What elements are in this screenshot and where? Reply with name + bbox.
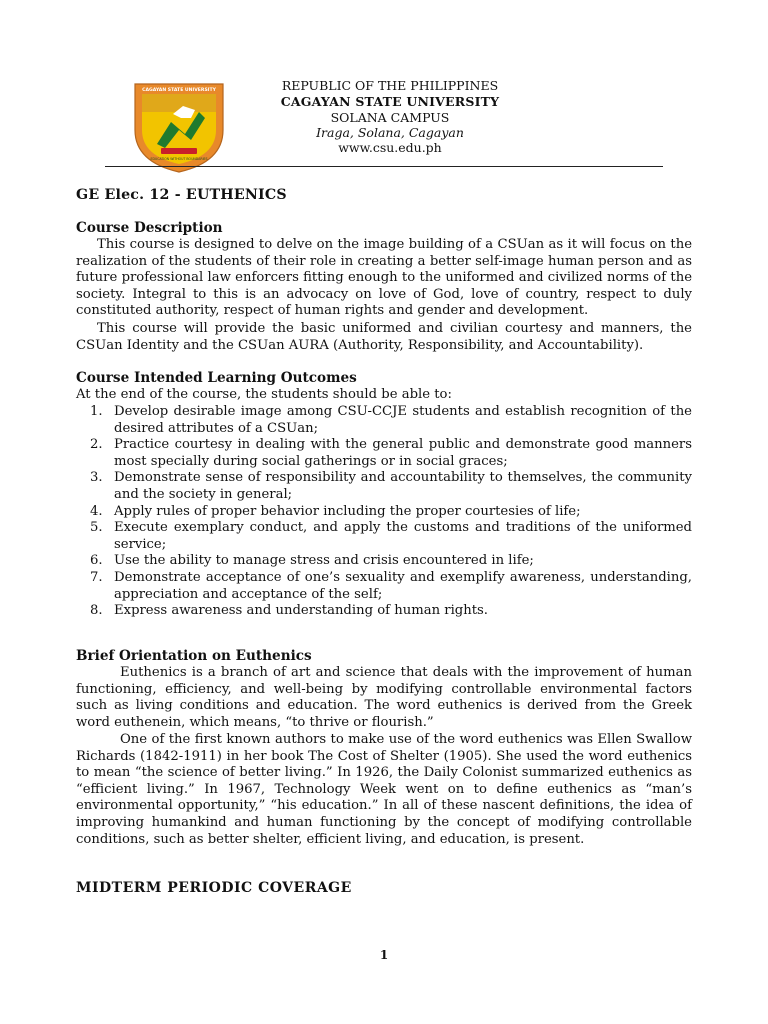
seal-motto-text: EDUCATION WITHOUT BOUNDARIES xyxy=(150,157,208,161)
header-campus: SOLANA CAMPUS xyxy=(330,110,450,125)
list-item: 8. Express awareness and understanding of human rights. xyxy=(90,603,488,619)
list-item: 6. Use the ability to manage stress and crisis encountered in life; xyxy=(90,553,534,569)
course-description-paragraph-1: This course is designed to delve on the image building of a CSUan as it will focus on the realization of the students of their role in creating a better self-image human person and as future professional law enforcers fitting enough to the uniformed and civilized norms of the society. Integral to this is an advocacy on love of God, love of country, respect to duly constituted authority, respect of human rights and gender and development. xyxy=(76,237,692,319)
outcomes-intro: At the end of the course, the students should be able to: xyxy=(76,387,452,402)
list-item: 4. Apply rules of proper behavior including the proper courtesies of life; xyxy=(90,503,581,519)
course-description-heading: Course Description xyxy=(76,220,223,236)
header-divider xyxy=(105,166,663,167)
header-republic: REPUBLIC OF THE PHILIPPINES xyxy=(281,78,499,93)
orientation-paragraph-1: Euthenics is a branch of art and science that deals with the improvement of human functioning, efficiency, and well-being by modifying controllable environmental factors such as living conditions and education. The word euthenics is derived from the Greek word euthenein, which means, “to thrive or flourish.” xyxy=(76,665,692,730)
page-number: 1 xyxy=(379,948,389,962)
list-item: 1. Develop desirable image among CSU-CCJE students and establish recognition of the desired attributes of a CSUan; xyxy=(90,404,692,436)
orientation-heading: Brief Orientation on Euthenics xyxy=(76,648,312,664)
seal-university-text: CAGAYAN STATE UNIVERSITY xyxy=(142,88,216,93)
list-item: 3. Demonstrate sense of responsibility and accountability to themselves, the community and the society in general; xyxy=(90,470,692,502)
course-title: GE Elec. 12 - EUTHENICS xyxy=(76,187,287,203)
midterm-heading: MIDTERM PERIODIC COVERAGE xyxy=(76,880,352,896)
university-seal-logo xyxy=(133,82,225,174)
header-university: CAGAYAN STATE UNIVERSITY xyxy=(280,94,500,109)
outcomes-list xyxy=(76,404,692,620)
header-website: www.csu.edu.ph xyxy=(338,140,442,155)
outcomes-heading: Course Intended Learning Outcomes xyxy=(76,370,357,386)
list-item: 2. Practice courtesy in dealing with the general public and demonstrate good manners most specially during social gatherings or in social graces; xyxy=(90,437,692,469)
header-address: Iraga, Solana, Cagayan xyxy=(316,125,464,140)
list-item: 7. Demonstrate acceptance of one’s sexuality and exemplify awareness, understanding, appreciation and acceptance of the self; xyxy=(90,569,692,602)
orientation-paragraph-2: One of the first known authors to make use of the word euthenics was Ellen Swallow Richards (1842-1911) in her book The Cost of Shelter (1905). She used the word euthenics to mean “the science of better living.” In 1926, the Daily Colonist summarized euthenics as “efficient living.” In 1967, Technology Week went on to define euthenics as “man’s environmental opportunity,” “his education.” In all of these nascent definitions, the idea of improving humankind and human functioning by the concept of modifying controllable conditions, such as better shelter, efficient living, and education, is present. xyxy=(76,732,692,847)
list-item: 5. Execute exemplary conduct, and apply the customs and traditions of the uniformed service; xyxy=(90,520,692,552)
course-description-paragraph-2: This course will provide the basic uniformed and civilian courtesy and manners, the CSUan Identity and the CSUan AURA (Authority, Responsibility, and Accountability). xyxy=(76,321,692,353)
